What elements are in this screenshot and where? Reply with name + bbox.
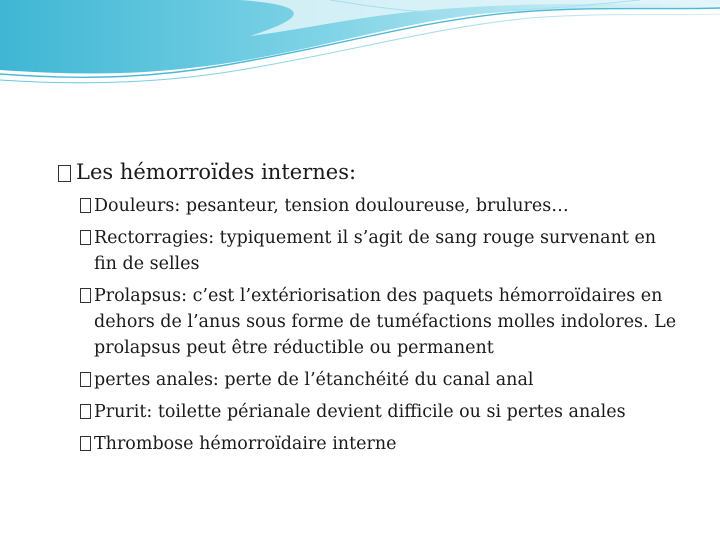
placeholder-box-icon	[80, 288, 91, 303]
placeholder-box-icon	[58, 165, 71, 182]
list-item-text: Prolapsus: c’est l’extériorisation des paquets hémorroïdaires en dehors de l’anus sous forme de tuméfactions molles indolores. Le prolapsus peut être réductible ou permanent	[94, 286, 677, 358]
placeholder-box-icon	[80, 230, 91, 245]
slide-title-text: Les hémorroïdes internes:	[76, 160, 357, 184]
list-item-text: Thrombose hémorroïdaire interne	[94, 434, 397, 454]
placeholder-box-icon	[80, 436, 91, 451]
list-item	[80, 193, 680, 219]
slide-title	[58, 158, 356, 186]
list-item-text: Rectorragies: typiquement il s’agit de sang rouge survenant en fin de selles	[94, 228, 657, 274]
list-item-text: Douleurs: pesanteur, tension douloureuse, brulures…	[94, 196, 569, 216]
placeholder-box-icon	[80, 372, 91, 387]
placeholder-box-icon	[80, 404, 91, 419]
placeholder-box-icon	[80, 198, 91, 213]
list-item	[80, 367, 680, 393]
list-item	[80, 399, 680, 425]
list-item	[80, 431, 680, 457]
list-item-text: Prurit: toilette périanale devient difficile ou si pertes anales	[94, 402, 626, 422]
list-item	[80, 283, 680, 361]
list-item-text: pertes anales: perte de l’étanchéité du canal anal	[94, 370, 534, 390]
list-item	[80, 225, 680, 277]
bullet-list	[80, 193, 680, 463]
